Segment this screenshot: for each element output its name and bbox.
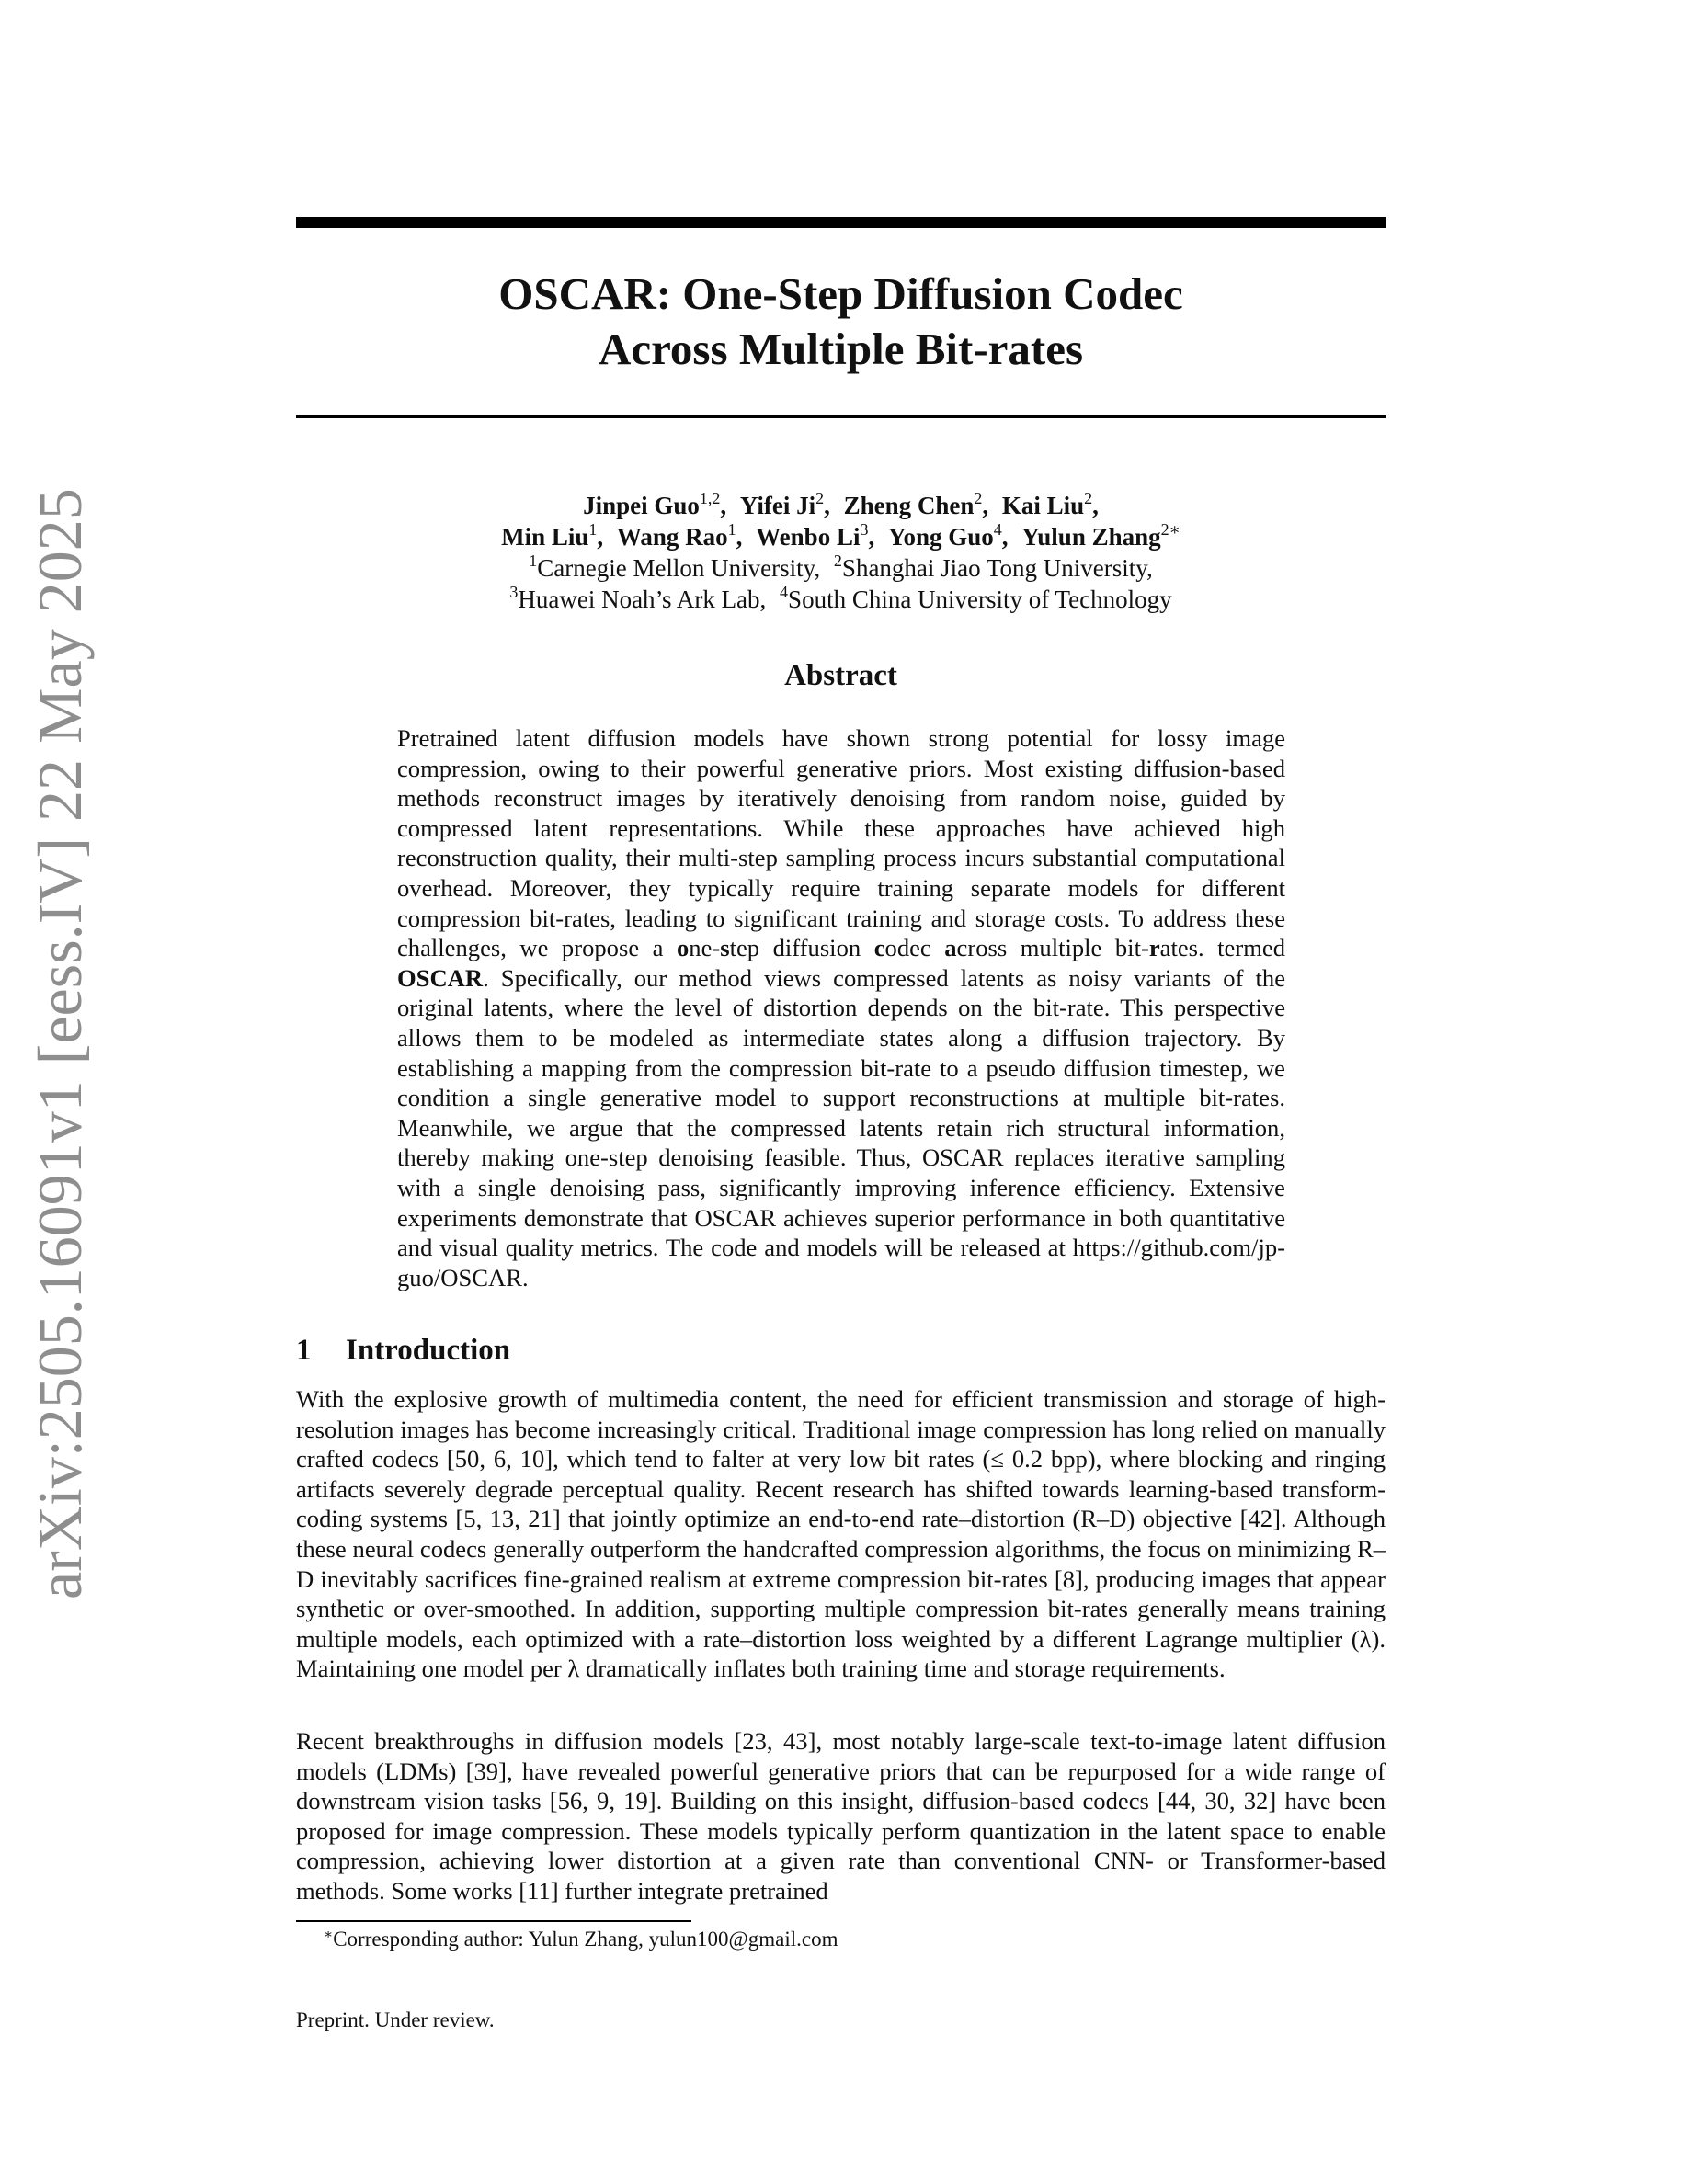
author-line-1: Jinpei Guo$^{1,2}$, Yifei Ji$^2$, Zheng Chen$^2$, Kai Liu$^2$, — [583, 489, 1099, 519]
author-affiliation-mark: 1 — [588, 520, 598, 539]
author-affiliation-mark: 1,2 — [699, 489, 721, 507]
author-affiliation-mark: 2∗ — [1160, 520, 1180, 539]
arxiv-identifier-stamp: arXiv:2505.16091v1 [eess.IV] 22 May 2025 — [25, 488, 95, 1599]
author-name: Yifei Ji — [739, 492, 816, 519]
method-name: OSCAR — [397, 963, 484, 992]
author-name: Wang Rao — [616, 523, 728, 551]
footnote — [324, 1926, 838, 1953]
footnote-text: Corresponding author: Yulun Zhang, yulun100@gmail.com — [333, 1928, 838, 1951]
affiliation-line-2 — [296, 584, 1386, 615]
intro-paragraph-2: Recent breakthroughs in diffusion models [23, 43], most notably large-scale text-to-image latent diffusion models (LDMs) [39], have revealed powerful generative priors that can be repurposed for a wide range of downstream vision tasks [56, 9, 19]. Building on this insight, diffusion-based codecs [44, 30, 32] have been proposed for image compression. These models typically perform quantization in the latent space to enable compression, achieving lower distortion at a given rate than conventional CNN- or Transformer-based methods. Some works [11] further integrate pretrained — [296, 1727, 1386, 1905]
affiliation-number: 1 — [529, 552, 538, 570]
author-line-2: Min Liu$^1$, Wang Rao$^1$, Wenbo Li$^3$, Yong Guo$^4$, Yulun Zhang$^{2∗}$ — [501, 520, 1180, 551]
paper-title — [296, 267, 1386, 377]
author-name: Jinpei Guo — [583, 492, 700, 519]
affiliation-number: 2 — [833, 552, 842, 570]
author-affiliation-mark: 2 — [815, 489, 825, 507]
intro-paragraph-1: With the explosive growth of multimedia content, the need for efficient transmission and storage of high-resolution images has become increasingly critical. Traditional image compression has long relied on manually crafted codecs [50, 6, 10], which tend to falter at very low bit rates (≤ 0.2 bpp), where blocking and ringing artifacts severely degrade perceptual quality. Recent research has shifted towards learning-based transform-coding systems [5, 13, 21] that jointly optimize an end-to-end rate–distortion (R–D) objective [42]. Although these neural codecs generally outperform the handcrafted compression algorithms, the focus on minimizing R–D inevitably sacrifices fine-grained realism at extreme compression bit-rates [8], producing images that appear synthetic or over-smoothed. In addition, supporting multiple compression bit-rates generally means training multiple models, each optimized with a rate–distortion loss weighted by a different Lagrange multiplier (λ). Maintaining one model per λ dramatically inflates both training time and storage requirements. — [296, 1385, 1386, 1683]
affiliation-line-1 — [296, 552, 1386, 584]
author-name: Kai Liu — [1001, 492, 1085, 519]
affiliation-number: 3 — [509, 583, 519, 601]
footnote-mark: ∗ — [324, 1928, 334, 1942]
preprint-note: Preprint. Under review. — [296, 2008, 495, 2031]
author-affiliation-mark: 4 — [993, 520, 1002, 539]
author-name: Yong Guo — [887, 523, 994, 551]
author-affiliation-mark: 2 — [1084, 489, 1093, 507]
title-line-1: OSCAR: One-Step Diffusion Codec — [498, 268, 1183, 319]
author-affiliation-mark: 2 — [974, 489, 983, 507]
affiliation-name: Huawei Noah’s Ark Lab, — [518, 586, 767, 613]
section-number: 1 — [296, 1334, 312, 1367]
author-name: Wenbo Li — [756, 523, 861, 551]
title-bottom-rule — [296, 415, 1386, 418]
affiliation-number: 4 — [780, 583, 789, 601]
affiliation-name: Carnegie Mellon University, — [537, 554, 821, 582]
section-heading-introduction — [296, 1330, 510, 1371]
title-top-rule — [296, 217, 1386, 228]
author-block — [296, 490, 1386, 615]
footnote-rule — [296, 1920, 691, 1922]
affiliation-name: Shanghai Jiao Tong University, — [841, 554, 1153, 582]
abstract-body: Pretrained latent diffusion models have shown strong potential for lossy image compression, owing to their powerful generative priors. Most existing diffusion-based methods reconstruct images by iteratively denoising from random noise, guided by compressed latent representations. While these approaches have achieved high reconstruction quality, their multi-step sampling process incurs substantial computational overhead. Moreover, they typically require training separate models for different compression bit-rates, leading to significant training and storage costs. To address these challenges, we propose a one-step diffusion codec across multiple bit-rates. termed OSCAR. Specifically, our method views compressed latents as noisy variants of the original latents, where the level of distortion depends on the bit-rate. This perspective allows them to be modeled as intermediate states along a diffusion trajectory. By establishing a mapping from the compression bit-rate to a pseudo diffusion timestep, we condition a single generative model to support reconstructions at multiple bit-rates. Meanwhile, we argue that the compressed latents retain rich structural information, thereby making one-step denoising feasible. Thus, OSCAR replaces iterative sampling with a single denoising pass, significantly improving inference efficiency. Extensive experiments demonstrate that OSCAR achieves superior performance in both quantitative and visual quality metrics. The code and models will be released at https://github.com/jp-guo/OSCAR. — [397, 724, 1285, 1291]
author-name: Zheng Chen — [843, 492, 975, 519]
author-name: Min Liu — [501, 523, 589, 551]
affiliation-name: South China University of Technology — [788, 586, 1172, 613]
title-line-2: Across Multiple Bit-rates — [598, 324, 1084, 374]
author-affiliation-mark: 1 — [727, 520, 736, 539]
section-title: Introduction — [346, 1334, 511, 1367]
author-name: Yulun Zhang — [1021, 523, 1161, 551]
author-affiliation-mark: 3 — [860, 520, 869, 539]
abstract-heading: Abstract — [784, 659, 897, 692]
